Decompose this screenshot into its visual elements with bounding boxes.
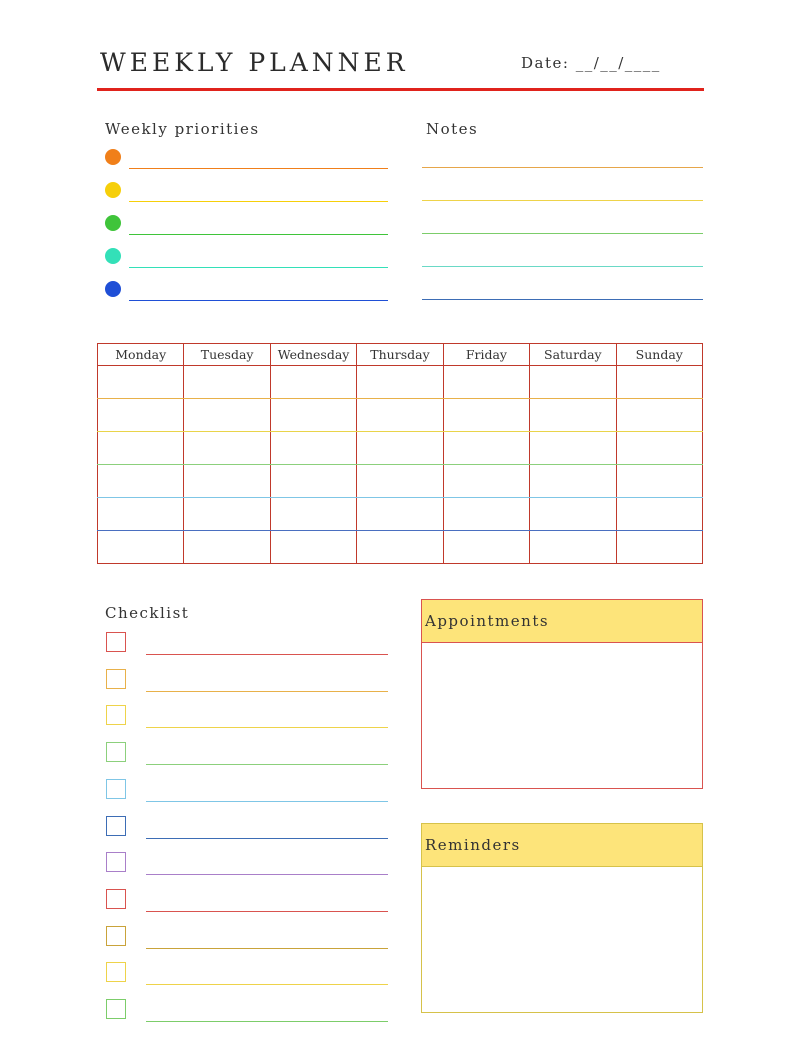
checklist-line[interactable]	[146, 691, 388, 692]
day-cell[interactable]	[616, 432, 702, 465]
checklist-line[interactable]	[146, 948, 388, 949]
day-header-thursday: Thursday	[357, 344, 443, 366]
day-cell[interactable]	[357, 366, 443, 399]
priority-bullet-icon	[105, 281, 121, 297]
day-cell[interactable]	[530, 531, 616, 564]
day-cell[interactable]	[98, 498, 184, 531]
notes-line[interactable]	[422, 200, 703, 201]
table-row	[98, 465, 703, 498]
day-cell[interactable]	[270, 432, 356, 465]
day-cell[interactable]	[616, 531, 702, 564]
checklist-line[interactable]	[146, 1021, 388, 1022]
checklist-line[interactable]	[146, 838, 388, 839]
checklist-line[interactable]	[146, 654, 388, 655]
priority-line[interactable]	[129, 234, 388, 235]
day-cell[interactable]	[270, 531, 356, 564]
day-cell[interactable]	[357, 399, 443, 432]
day-cell[interactable]	[443, 399, 529, 432]
day-cell[interactable]	[530, 399, 616, 432]
day-header-row	[98, 344, 703, 366]
checklist-checkbox[interactable]	[106, 926, 126, 946]
day-cell[interactable]	[184, 498, 270, 531]
day-cell[interactable]	[443, 465, 529, 498]
checklist-checkbox[interactable]	[106, 852, 126, 872]
day-header-sunday: Sunday	[616, 344, 702, 366]
day-cell[interactable]	[443, 531, 529, 564]
day-cell[interactable]	[270, 498, 356, 531]
weekly-priorities-label: Weekly priorities	[105, 120, 260, 138]
checklist-checkbox[interactable]	[106, 962, 126, 982]
table-row	[98, 399, 703, 432]
checklist-line[interactable]	[146, 764, 388, 765]
day-cell[interactable]	[98, 399, 184, 432]
table-row	[98, 498, 703, 531]
priority-bullet-icon	[105, 248, 121, 264]
day-cell[interactable]	[270, 366, 356, 399]
day-cell[interactable]	[98, 531, 184, 564]
notes-line[interactable]	[422, 266, 703, 267]
checklist-line[interactable]	[146, 874, 388, 875]
checklist-checkbox[interactable]	[106, 669, 126, 689]
date-field[interactable]: Date: __/__/____	[521, 54, 661, 72]
day-header-tuesday: Tuesday	[184, 344, 270, 366]
priority-line[interactable]	[129, 267, 388, 268]
day-cell[interactable]	[443, 366, 529, 399]
day-cell[interactable]	[616, 399, 702, 432]
day-cell[interactable]	[270, 465, 356, 498]
day-cell[interactable]	[357, 465, 443, 498]
day-cell[interactable]	[270, 399, 356, 432]
day-cell[interactable]	[443, 432, 529, 465]
title-divider	[97, 88, 704, 91]
notes-line[interactable]	[422, 233, 703, 234]
day-cell[interactable]	[616, 465, 702, 498]
reminders-panel[interactable]	[421, 823, 703, 1013]
day-cell[interactable]	[184, 399, 270, 432]
day-cell[interactable]	[98, 465, 184, 498]
appointments-panel[interactable]	[421, 599, 703, 789]
day-cell[interactable]	[98, 366, 184, 399]
checklist-checkbox[interactable]	[106, 742, 126, 762]
day-cell[interactable]	[184, 465, 270, 498]
priority-bullet-icon	[105, 182, 121, 198]
priority-line[interactable]	[129, 300, 388, 301]
table-row	[98, 432, 703, 465]
notes-line[interactable]	[422, 299, 703, 300]
day-cell[interactable]	[443, 498, 529, 531]
checklist-checkbox[interactable]	[106, 705, 126, 725]
day-header-friday: Friday	[443, 344, 529, 366]
priority-line[interactable]	[129, 201, 388, 202]
day-cell[interactable]	[357, 498, 443, 531]
checklist-checkbox[interactable]	[106, 889, 126, 909]
day-cell[interactable]	[530, 366, 616, 399]
day-header-monday: Monday	[98, 344, 184, 366]
priority-line[interactable]	[129, 168, 388, 169]
day-cell[interactable]	[616, 366, 702, 399]
day-cell[interactable]	[184, 366, 270, 399]
checklist-line[interactable]	[146, 727, 388, 728]
day-header-saturday: Saturday	[530, 344, 616, 366]
checklist-checkbox[interactable]	[106, 999, 126, 1019]
day-cell[interactable]	[530, 465, 616, 498]
day-cell[interactable]	[357, 432, 443, 465]
table-row	[98, 366, 703, 399]
checklist-line[interactable]	[146, 984, 388, 985]
day-header-wednesday: Wednesday	[270, 344, 356, 366]
checklist-label: Checklist	[105, 604, 190, 622]
weekly-calendar-table	[97, 343, 703, 564]
table-row	[98, 531, 703, 564]
checklist-checkbox[interactable]	[106, 632, 126, 652]
checklist-line[interactable]	[146, 801, 388, 802]
day-cell[interactable]	[184, 531, 270, 564]
priority-bullet-icon	[105, 215, 121, 231]
reminders-header: Reminders	[422, 824, 702, 867]
appointments-header: Appointments	[422, 600, 702, 643]
day-cell[interactable]	[616, 498, 702, 531]
day-cell[interactable]	[357, 531, 443, 564]
checklist-checkbox[interactable]	[106, 816, 126, 836]
day-cell[interactable]	[530, 432, 616, 465]
page-title: WEEKLY PLANNER	[100, 48, 409, 77]
day-cell[interactable]	[530, 498, 616, 531]
checklist-checkbox[interactable]	[106, 779, 126, 799]
notes-label: Notes	[426, 120, 479, 138]
priority-bullet-icon	[105, 149, 121, 165]
notes-line[interactable]	[422, 167, 703, 168]
day-cell[interactable]	[184, 432, 270, 465]
day-cell[interactable]	[98, 432, 184, 465]
checklist-line[interactable]	[146, 911, 388, 912]
